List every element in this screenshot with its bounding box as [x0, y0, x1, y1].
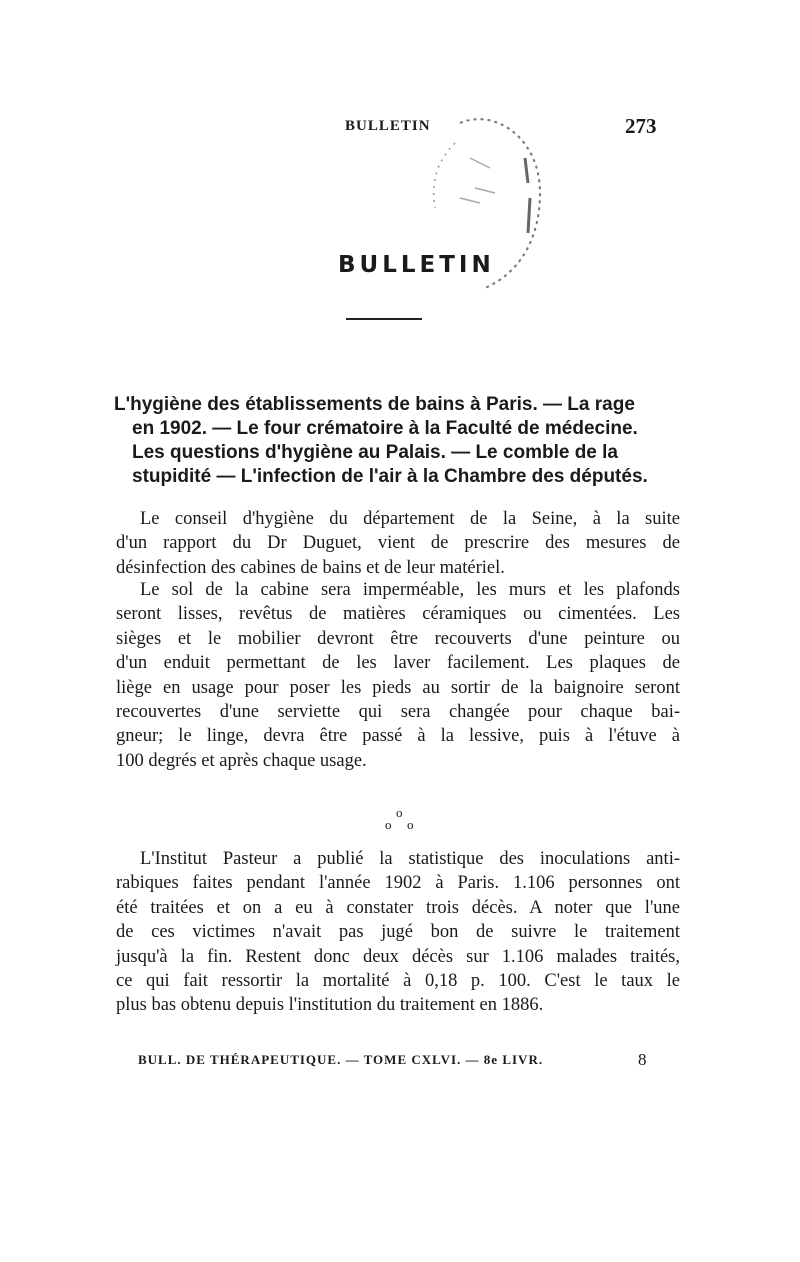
- summary-line: en 1902. — Le four crématoire à la Faculté de médecine.: [132, 418, 638, 439]
- footer-text: BULL. DE THÉRAPEUTIQUE. — TOME CXLVI. — 8e LIVR.: [138, 1052, 544, 1067]
- text-line: Le sol de la cabine sera imperméable, les murs et les plafonds: [140, 580, 680, 600]
- paragraph-bains-mesures: [116, 578, 680, 773]
- running-head: BULLETIN: [345, 118, 431, 134]
- separator-circle: o: [396, 805, 403, 820]
- title-rule: [346, 318, 422, 320]
- summary-block: [116, 393, 676, 489]
- text-line: sièges et le mobilier devront être recouverts d'une peinture ou: [116, 628, 680, 649]
- text-line: rabiques faites pendant l'année 1902 à Paris. 1.106 personnes ont: [116, 873, 680, 894]
- text-line: L'Institut Pasteur a publié la statistique des inoculations anti-: [140, 849, 680, 869]
- text-line: ce qui fait ressortir la mortalité à 0,18 p. 100. C'est le taux le: [116, 971, 680, 992]
- text-line: recouvertes d'une serviette qui sera changée pour chaque bai-: [116, 702, 680, 723]
- section-separator: [385, 805, 425, 835]
- text-line: 100 degrés et après chaque usage.: [116, 750, 367, 771]
- text-line: d'un enduit permettant de les laver facilement. Les plaques de: [116, 653, 680, 674]
- text-line: liège en usage pour poser les pieds au sortir de la baignoire seront: [116, 677, 680, 698]
- page-number: 273: [625, 114, 657, 138]
- text-line: d'un rapport du Dr Duguet, vient de prescrire des mesures de: [116, 533, 680, 554]
- text-line: gneur; le linge, devra être passé à la lessive, puis à l'étuve à: [116, 726, 680, 747]
- summary-line: Les questions d'hygiène au Palais. — Le comble de la: [132, 442, 618, 463]
- summary-line: stupidité — L'infection de l'air à la Chambre des députés.: [132, 466, 648, 487]
- text-line: seront lisses, revêtus de matières céramiques ou cimentées. Les: [116, 604, 680, 625]
- separator-circle: o: [385, 817, 392, 832]
- section-title: BULLETIN: [338, 252, 495, 278]
- page-footer: [138, 1052, 658, 1068]
- text-line: plus bas obtenu depuis l'institution du traitement en 1886.: [116, 995, 544, 1016]
- text-line: désinfection des cabines de bains et de leur matériel.: [116, 557, 505, 578]
- text-line: de ces victimes n'avait pas jugé bon de suivre le traitement: [116, 922, 680, 943]
- paragraph-bains-intro: [116, 507, 680, 580]
- text-line: Le conseil d'hygiène du département de la Seine, à la suite: [140, 509, 680, 529]
- text-line: été traitées et on a eu à constater trois décès. A noter que l'une: [116, 897, 680, 918]
- paragraph-rage: [116, 847, 680, 1018]
- separator-circle: o: [407, 817, 414, 832]
- signature-mark: 8: [638, 1050, 648, 1069]
- summary-line: L'hygiène des établissements de bains à Paris. — La rage: [114, 394, 635, 415]
- text-line: jusqu'à la fin. Restent donc deux décès sur 1.106 malades traités,: [116, 946, 680, 967]
